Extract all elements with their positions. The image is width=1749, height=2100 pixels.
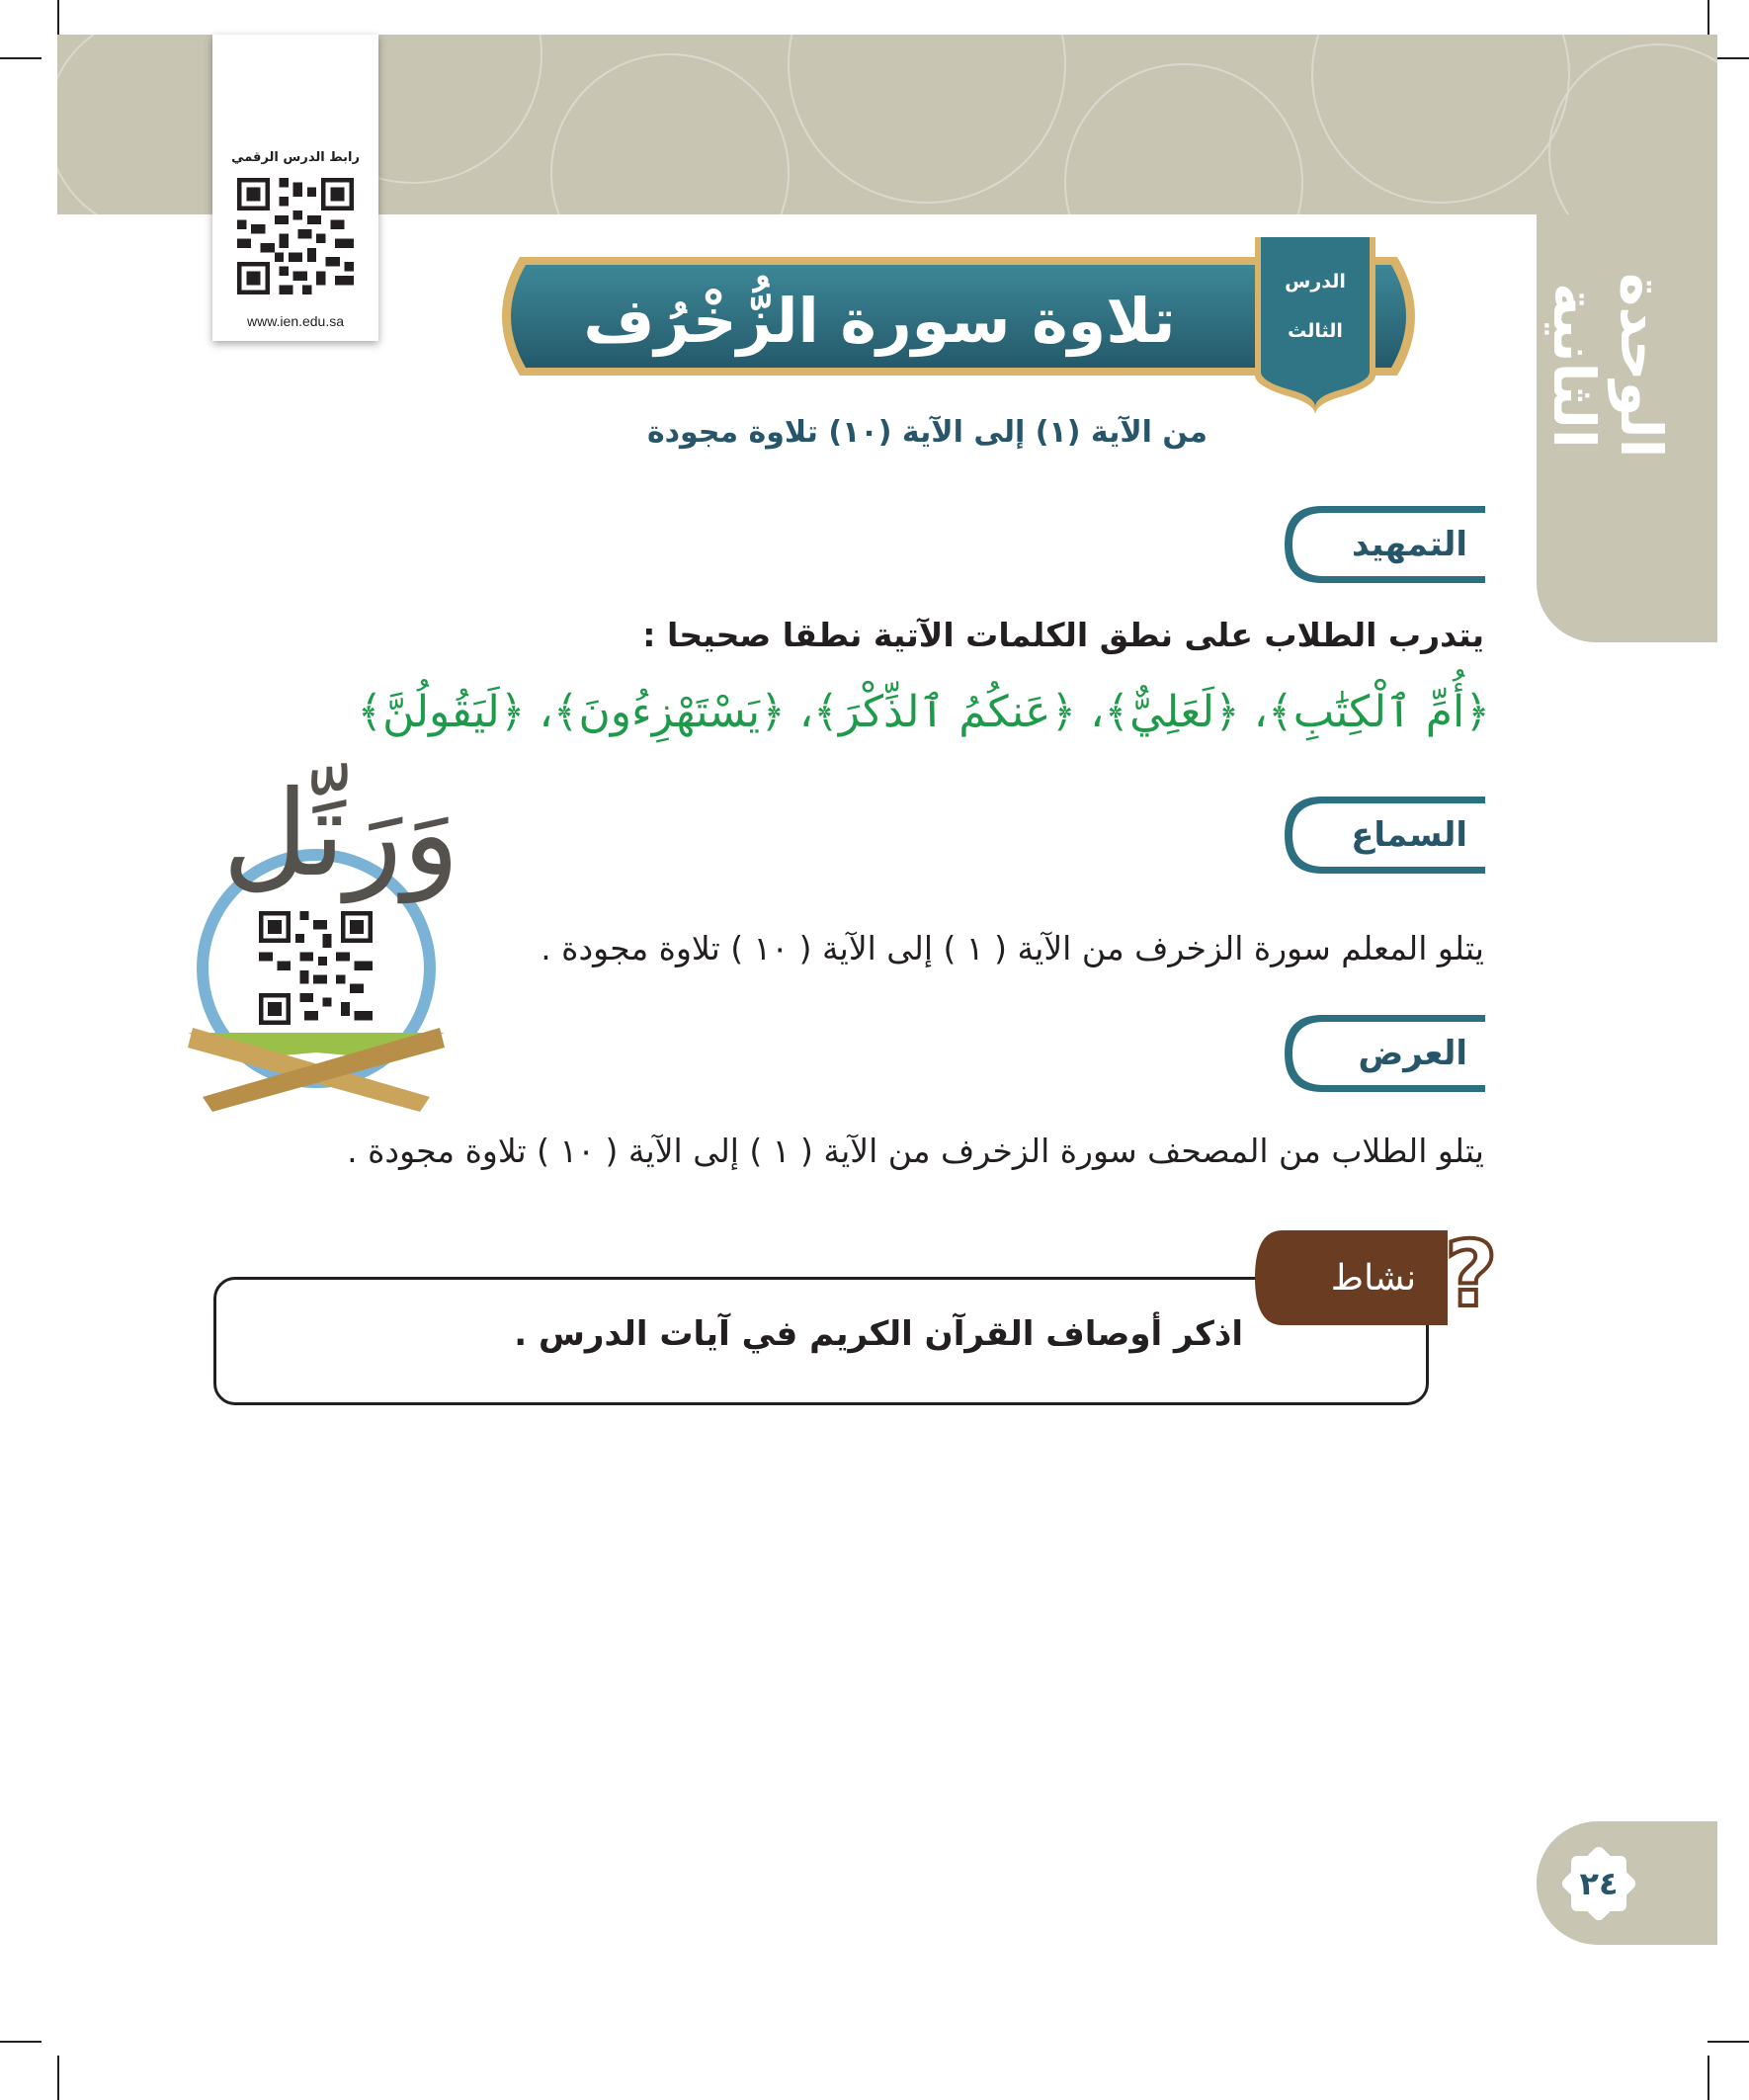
quran-words: ﴿أُمِّ ٱلْكِتَٰبِ﴾، ﴿لَعَلِيٌّ﴾، ﴿عَنكُمُ ٱلذِّكْرَ﴾، ﴿يَسْتَهْزِءُونَ﴾، ﴿لَيَقُولُنَّ﴾	[357, 687, 1490, 737]
activity-label: نشاط	[1330, 1257, 1417, 1298]
lesson-title: تلاوة سورة الزُّخْرُف	[583, 285, 1176, 357]
question-mark-icon: ?	[1445, 1221, 1498, 1327]
crop-mark	[0, 57, 42, 59]
section-heading-listening-label: السماع	[1351, 815, 1467, 855]
rattil-logo-text: وَرَتِّل	[222, 766, 460, 903]
activity-text: اذكر أوصاف القرآن الكريم في آيات الدرس .	[514, 1314, 1243, 1354]
digital-lesson-url[interactable]: www.ien.edu.sa	[246, 313, 345, 329]
crop-mark	[1707, 2041, 1749, 2043]
section-heading-intro-label: التمهيد	[1351, 525, 1467, 564]
digital-lesson-label: رابط الدرس الرقمي	[231, 150, 360, 165]
section-heading-listening	[1283, 793, 1485, 878]
lesson-badge-label: الدرس	[1285, 271, 1346, 293]
section-heading-presentation	[1283, 1011, 1485, 1096]
unit-title: الوحدة الثانية	[1541, 273, 1675, 459]
lesson-subtitle: من الآية (١) إلى الآية (١٠) تلاوة مجودة	[646, 415, 1208, 450]
intro-text: يتدرب الطلاب على نطق الكلمات الآتية نطقا صحيحا :	[642, 616, 1484, 654]
lesson-badge-number: الثالث	[1288, 320, 1343, 342]
section-heading-presentation-label: العرض	[1358, 1034, 1467, 1073]
presentation-text: يتلو الطلاب من المصحف سورة الزخرف من الآية ( ١ ) إلى الآية ( ١٠ ) تلاوة مجودة .	[347, 1132, 1484, 1170]
crop-mark	[1707, 2056, 1709, 2100]
qr-code-icon[interactable]	[237, 178, 354, 294]
crop-mark	[0, 2041, 42, 2043]
digital-lesson-card[interactable]	[212, 35, 378, 341]
section-heading-intro	[1283, 502, 1485, 587]
listening-text: يتلو المعلم سورة الزخرف من الآية ( ١ ) إلى الآية ( ١٠ ) تلاوة مجودة .	[541, 929, 1484, 967]
crop-mark	[57, 2056, 59, 2100]
page-number: ٢٤	[1579, 1865, 1619, 1902]
